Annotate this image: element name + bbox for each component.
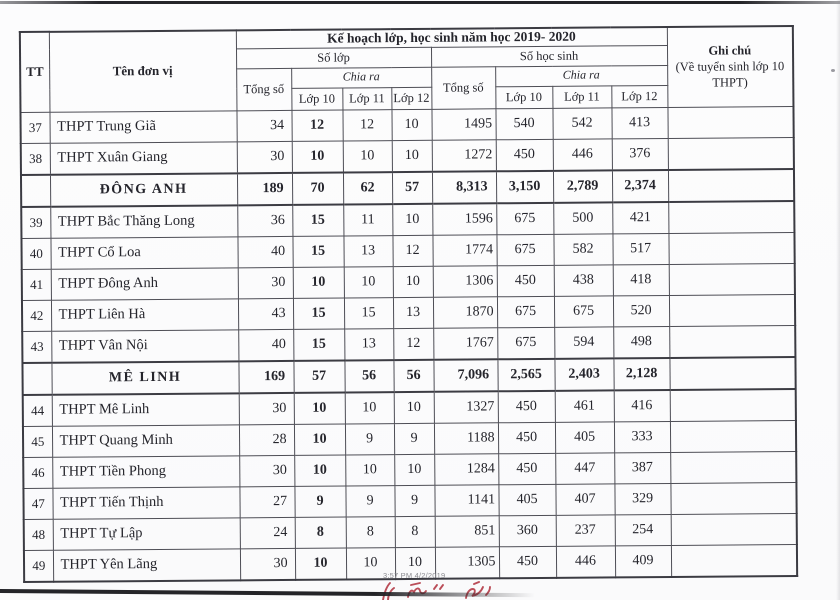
classes-grade10-cell: 9 bbox=[294, 486, 345, 517]
tt-cell: 48 bbox=[24, 519, 53, 550]
students-grade12-cell: 416 bbox=[614, 389, 670, 421]
header-students-total: Tổng số bbox=[431, 66, 495, 109]
note-cell bbox=[668, 168, 794, 201]
tt-cell: 39 bbox=[21, 206, 50, 238]
students-grade10-cell: 450 bbox=[496, 139, 553, 171]
students-grade11-cell: 237 bbox=[556, 514, 615, 545]
classes-grade12-cell: 10 bbox=[391, 109, 431, 140]
classes-total-cell: 30 bbox=[237, 141, 292, 173]
students-grade11-cell: 446 bbox=[556, 545, 615, 577]
students-total-cell: 1596 bbox=[432, 203, 496, 235]
classes-grade10-cell: 10 bbox=[294, 392, 345, 424]
unit-name-cell: ĐÔNG ANH bbox=[50, 173, 237, 206]
students-grade11-cell: 2,403 bbox=[554, 358, 613, 390]
tt-cell: 46 bbox=[23, 457, 52, 488]
unit-name-cell: THPT Quang Minh bbox=[52, 424, 239, 456]
students-grade12-cell: 413 bbox=[611, 107, 667, 138]
header-students-group: Số học sinh bbox=[431, 45, 667, 67]
classes-grade11-cell: 8 bbox=[346, 516, 395, 547]
students-grade11-cell: 594 bbox=[554, 326, 613, 358]
classes-grade10-cell: 15 bbox=[293, 329, 344, 361]
note-cell bbox=[668, 232, 794, 264]
tt-cell: 42 bbox=[22, 300, 51, 331]
students-grade11-cell: 500 bbox=[553, 202, 612, 234]
tt-cell: 49 bbox=[24, 550, 53, 582]
students-total-cell: 1188 bbox=[434, 422, 498, 454]
classes-grade11-cell: 62 bbox=[343, 172, 392, 204]
scan-timestamp: 3:57 PM 4/2/2019 bbox=[383, 571, 446, 580]
students-total-cell: 1272 bbox=[432, 139, 496, 171]
unit-name-cell: THPT Trung Giã bbox=[49, 110, 236, 142]
students-total-cell: 1306 bbox=[433, 265, 497, 297]
classes-grade12-cell: 10 bbox=[392, 203, 432, 235]
classes-grade11-cell: 15 bbox=[344, 297, 393, 328]
classes-grade11-cell: 11 bbox=[343, 204, 392, 236]
classes-grade10-cell: 10 bbox=[294, 455, 345, 486]
students-total-cell: 1305 bbox=[435, 546, 499, 578]
classes-total-cell: 27 bbox=[239, 486, 294, 517]
tt-cell bbox=[22, 362, 51, 394]
note-cell bbox=[670, 482, 796, 514]
classes-total-cell: 43 bbox=[238, 298, 293, 329]
classes-grade10-cell: 15 bbox=[292, 236, 343, 267]
classes-grade11-cell: 10 bbox=[344, 266, 393, 297]
classes-grade10-cell: 70 bbox=[292, 172, 343, 204]
students-total-cell: 1774 bbox=[432, 234, 496, 266]
classes-grade12-cell: 10 bbox=[395, 547, 435, 579]
header-note-subtitle: (Về tuyển sinh lớp 10 THPT) bbox=[675, 59, 785, 90]
classes-grade11-cell: 13 bbox=[344, 328, 393, 360]
note-cell bbox=[669, 325, 795, 357]
classes-grade11-cell: 10 bbox=[343, 140, 392, 172]
header-classes-grade10: Lớp 10 bbox=[291, 88, 342, 110]
header-classes-breakdown: Chia ra bbox=[291, 67, 431, 88]
tt-cell: 45 bbox=[23, 426, 52, 457]
classes-grade12-cell: 10 bbox=[394, 454, 434, 485]
students-grade12-cell: 520 bbox=[613, 295, 669, 326]
students-grade10-cell: 450 bbox=[499, 546, 556, 578]
header-note bbox=[667, 26, 794, 107]
classes-grade12-cell: 10 bbox=[393, 266, 433, 297]
note-cell bbox=[670, 388, 796, 420]
enrollment-plan-table bbox=[19, 25, 798, 583]
unit-name-cell: THPT Tự Lập bbox=[53, 517, 240, 549]
students-grade12-cell: 418 bbox=[613, 264, 669, 295]
students-grade12-cell: 376 bbox=[612, 138, 668, 170]
header-students-grade11: Lớp 11 bbox=[552, 85, 611, 107]
students-grade11-cell: 447 bbox=[555, 452, 614, 483]
unit-name-cell: THPT Tiền Phong bbox=[52, 455, 239, 487]
classes-grade12-cell: 10 bbox=[394, 391, 434, 423]
students-grade10-cell: 675 bbox=[497, 296, 554, 327]
note-cell bbox=[667, 106, 793, 138]
students-total-cell: 1767 bbox=[433, 327, 497, 359]
classes-grade12-cell: 56 bbox=[393, 359, 433, 391]
students-grade10-cell: 450 bbox=[498, 453, 555, 484]
students-grade10-cell: 540 bbox=[495, 108, 552, 139]
students-grade10-cell: 675 bbox=[496, 234, 553, 265]
header-classes-group: Số lớp bbox=[236, 47, 431, 69]
students-grade10-cell: 675 bbox=[496, 202, 553, 234]
students-grade12-cell: 2,128 bbox=[613, 357, 669, 389]
unit-name-cell: THPT Tiến Thịnh bbox=[52, 486, 239, 518]
classes-grade10-cell: 15 bbox=[293, 298, 344, 329]
students-grade12-cell: 329 bbox=[614, 483, 670, 514]
students-grade10-cell: 450 bbox=[498, 422, 555, 453]
classes-grade12-cell: 10 bbox=[392, 140, 432, 172]
students-grade10-cell: 450 bbox=[497, 265, 554, 296]
students-grade12-cell: 498 bbox=[613, 326, 669, 358]
red-handwriting-annotation bbox=[378, 581, 508, 600]
classes-grade11-cell: 10 bbox=[345, 454, 394, 485]
note-cell bbox=[669, 263, 795, 295]
classes-grade10-cell: 12 bbox=[291, 110, 342, 141]
unit-name-cell: MÊ LINH bbox=[51, 361, 238, 394]
unit-name-cell: THPT Bắc Thăng Long bbox=[50, 205, 237, 238]
students-total-cell: 851 bbox=[435, 515, 499, 547]
header-classes-grade11: Lớp 11 bbox=[342, 87, 391, 109]
classes-total-cell: 30 bbox=[239, 392, 294, 424]
tt-cell: 44 bbox=[23, 394, 52, 426]
header-plan-title: Kế hoạch lớp, học sinh năm học 2019- 2020 bbox=[236, 27, 667, 48]
classes-grade12-cell: 13 bbox=[393, 297, 433, 328]
unit-name-cell: THPT Xuân Giang bbox=[50, 141, 237, 174]
students-grade10-cell: 3,150 bbox=[496, 170, 553, 202]
students-grade11-cell: 446 bbox=[553, 138, 612, 170]
tt-cell: 43 bbox=[22, 331, 51, 363]
note-cell bbox=[671, 544, 797, 576]
classes-grade10-cell: 57 bbox=[293, 360, 344, 392]
classes-grade11-cell: 10 bbox=[346, 547, 395, 579]
students-grade11-cell: 582 bbox=[553, 233, 612, 264]
students-grade11-cell: 407 bbox=[555, 483, 614, 514]
tt-cell: 38 bbox=[21, 143, 50, 175]
header-students-grade10: Lớp 10 bbox=[495, 86, 552, 108]
classes-grade11-cell: 9 bbox=[345, 485, 394, 516]
students-grade12-cell: 517 bbox=[612, 233, 668, 264]
tt-cell: 37 bbox=[20, 112, 49, 143]
unit-name-cell: THPT Yên Lãng bbox=[53, 548, 240, 581]
scan-edge-top bbox=[0, 1, 840, 4]
classes-grade11-cell: 12 bbox=[342, 109, 391, 140]
unit-name-cell: THPT Liên Hà bbox=[51, 298, 238, 330]
classes-total-cell: 189 bbox=[237, 172, 292, 204]
students-grade11-cell: 438 bbox=[554, 264, 613, 295]
classes-grade10-cell: 8 bbox=[295, 517, 346, 548]
unit-name-cell: THPT Đông Anh bbox=[51, 267, 238, 299]
unit-name-cell: THPT Mê Linh bbox=[52, 393, 239, 426]
classes-grade12-cell: 12 bbox=[392, 235, 432, 266]
scan-speck bbox=[831, 69, 835, 72]
classes-grade11-cell: 13 bbox=[343, 235, 392, 266]
classes-grade11-cell: 10 bbox=[345, 392, 394, 424]
students-grade11-cell: 405 bbox=[555, 421, 614, 452]
classes-grade11-cell: 9 bbox=[345, 423, 394, 454]
classes-grade10-cell: 10 bbox=[292, 141, 343, 173]
classes-total-cell: 34 bbox=[236, 110, 291, 141]
note-cell bbox=[668, 137, 794, 169]
classes-grade10-cell: 10 bbox=[293, 267, 344, 298]
classes-grade12-cell: 12 bbox=[393, 328, 433, 360]
unit-name-cell: THPT Vân Nội bbox=[51, 329, 238, 362]
students-grade12-cell: 333 bbox=[614, 421, 670, 452]
classes-total-cell: 30 bbox=[240, 548, 295, 580]
students-grade10-cell: 450 bbox=[498, 390, 555, 422]
classes-grade10-cell: 10 bbox=[295, 547, 346, 579]
students-grade11-cell: 675 bbox=[554, 295, 613, 326]
classes-total-cell: 40 bbox=[237, 236, 292, 267]
students-grade12-cell: 387 bbox=[614, 452, 670, 483]
note-cell bbox=[670, 451, 796, 483]
table-body bbox=[20, 106, 797, 582]
note-cell bbox=[669, 356, 795, 389]
students-total-cell: 1495 bbox=[431, 108, 495, 140]
students-grade12-cell: 409 bbox=[615, 545, 671, 577]
students-grade10-cell: 405 bbox=[498, 484, 555, 515]
classes-grade10-cell: 15 bbox=[292, 204, 343, 236]
students-grade11-cell: 542 bbox=[552, 107, 611, 138]
tt-cell: 47 bbox=[23, 488, 52, 519]
classes-total-cell: 36 bbox=[237, 204, 292, 236]
classes-total-cell: 30 bbox=[238, 267, 293, 298]
students-grade12-cell: 421 bbox=[612, 201, 668, 233]
students-grade10-cell: 675 bbox=[497, 327, 554, 359]
classes-total-cell: 169 bbox=[238, 360, 293, 392]
tt-cell bbox=[21, 174, 50, 206]
students-grade11-cell: 2,789 bbox=[553, 170, 612, 202]
students-grade12-cell: 2,374 bbox=[612, 169, 668, 201]
classes-grade12-cell: 9 bbox=[394, 423, 434, 454]
header-classes-total: Tổng số bbox=[236, 68, 291, 110]
note-cell bbox=[670, 420, 796, 452]
students-total-cell: 7,096 bbox=[433, 359, 497, 392]
classes-total-cell: 24 bbox=[240, 517, 295, 548]
classes-grade10-cell: 10 bbox=[294, 424, 345, 455]
header-students-breakdown: Chia ra bbox=[495, 65, 667, 86]
students-total-cell: 1141 bbox=[434, 484, 498, 516]
table-wrapper bbox=[19, 25, 798, 583]
header-unit-name: Tên đơn vị bbox=[49, 30, 237, 111]
classes-grade12-cell: 57 bbox=[392, 171, 432, 203]
scan-edge-right bbox=[836, 0, 840, 600]
students-total-cell: 1870 bbox=[433, 296, 497, 328]
students-grade10-cell: 2,565 bbox=[497, 358, 554, 390]
students-total-cell: 1284 bbox=[434, 453, 498, 485]
header-classes-grade12: Lớp 12 bbox=[391, 87, 431, 109]
note-cell bbox=[668, 200, 794, 232]
note-cell bbox=[671, 513, 797, 545]
students-total-cell: 1327 bbox=[434, 391, 498, 423]
classes-grade11-cell: 56 bbox=[344, 360, 393, 392]
unit-name-cell: THPT Cổ Loa bbox=[50, 236, 237, 268]
header-students-grade12: Lớp 12 bbox=[611, 85, 667, 107]
students-grade10-cell: 360 bbox=[499, 515, 556, 546]
students-grade12-cell: 254 bbox=[615, 514, 671, 545]
classes-total-cell: 40 bbox=[238, 329, 293, 361]
note-cell bbox=[669, 294, 795, 326]
classes-total-cell: 28 bbox=[239, 424, 294, 455]
header-note-title: Ghi chú bbox=[708, 43, 752, 58]
classes-grade12-cell: 9 bbox=[394, 485, 434, 516]
tt-cell: 41 bbox=[22, 269, 51, 300]
tt-cell: 40 bbox=[21, 238, 50, 269]
header-tt: TT bbox=[20, 32, 50, 112]
students-grade11-cell: 461 bbox=[555, 390, 614, 422]
students-total-cell: 8,313 bbox=[432, 171, 496, 204]
classes-total-cell: 30 bbox=[239, 455, 294, 486]
classes-grade12-cell: 8 bbox=[395, 516, 435, 547]
